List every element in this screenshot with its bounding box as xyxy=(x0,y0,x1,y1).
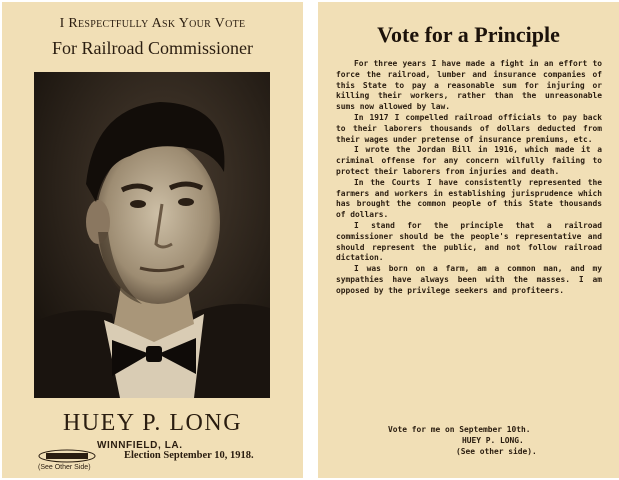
candidate-town: WINNFIELD, LA. xyxy=(97,440,183,451)
statement-paragraph: I stand for the principle that a railroad commissioner should be the people's representative and should represent the public, and not follow railroad dictation. xyxy=(336,220,602,263)
statement-paragraph: In the Courts I have consistently represented the farmers and workers in establishing jurisprudence which has brought the common people of this State thousands of dollars. xyxy=(336,177,602,220)
card-title: Vote for a Principle xyxy=(377,22,560,47)
candidate-name: HUEY P. LONG xyxy=(62,410,243,436)
statement-body xyxy=(336,59,602,297)
signature: HUEY P. LONG. xyxy=(462,435,524,445)
see-other-side-note: (See Other Side) xyxy=(38,464,91,471)
request-line-2: For Railroad Commissioner xyxy=(52,38,253,58)
request-line-1: I Respectfully Ask Your Vote xyxy=(59,16,246,31)
statement-paragraph: In 1917 I compelled railroad officials to pay back to their laborers thousands of dollars deducted from their wages under pretense of insurance premiums, etc. xyxy=(336,112,602,144)
vote-date-line: Vote for me on September 10th. xyxy=(388,425,531,434)
statement-paragraph: For three years I have made a fight in an effort to force the railroad, lumber and insurance companies of this State to pay a reasonable sum for injuring or killing their workers, rather than the unreasonable sums now allowed by law. xyxy=(336,59,602,112)
candidate-portrait xyxy=(34,72,270,398)
statement-paragraph: I was born on a farm, am a common man, and my sympathies have always been with the masses. I am opposed by the privilege seekers and profiteers. xyxy=(336,264,602,295)
campaign-card-front xyxy=(2,2,303,478)
union-label-icon xyxy=(38,448,96,462)
election-date: Election September 10, 1918. xyxy=(124,450,254,461)
campaign-card-back xyxy=(318,2,619,478)
see-other-side-note: (See other side). xyxy=(456,446,537,456)
statement-closing xyxy=(336,425,602,457)
statement-paragraph: I wrote the Jordan Bill in 1916, which made it a criminal offense for any concern wilfully failing to protect their laborers from injuries and death. xyxy=(336,145,602,176)
